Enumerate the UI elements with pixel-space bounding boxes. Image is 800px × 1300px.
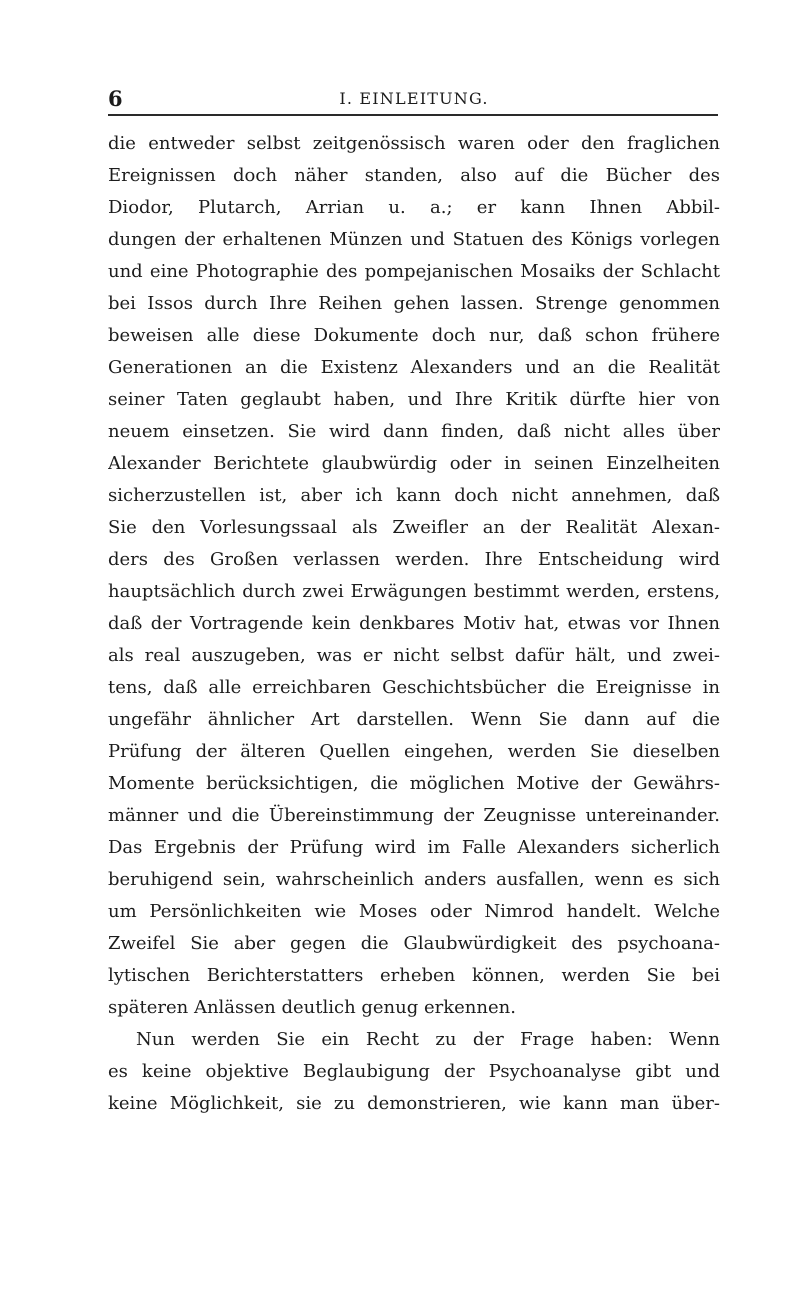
text-line: seiner Taten geglaubt haben, und Ihre Kritik dürfte hier von <box>108 389 720 410</box>
text-line: späteren Anlässen deutlich genug erkennen. <box>108 997 516 1018</box>
text-line: Prüfung der älteren Quellen eingehen, werden Sie dieselben <box>108 741 720 762</box>
text-line: ders des Großen verlassen werden. Ihre Entscheidung wird <box>108 549 720 570</box>
text-line: Zweifel Sie aber gegen die Glaubwürdigkeit des psychoana- <box>108 933 720 954</box>
text-line: Diodor, Plutarch, Arrian u. a.; er kann Ihnen Abbil- <box>108 197 720 218</box>
text-line: lytischen Berichterstatters erheben können, werden Sie bei <box>108 965 720 986</box>
text-line: als real auszugeben, was er nicht selbst dafür hält, und zwei- <box>108 645 720 666</box>
running-head: I. EINLEITUNG. <box>339 89 489 108</box>
text-line: keine Möglichkeit, sie zu demonstrieren, wie kann man über- <box>108 1093 720 1114</box>
header-rule <box>108 114 718 116</box>
text-line: sicherzustellen ist, aber ich kann doch nicht annehmen, daß <box>108 485 720 506</box>
text-line: und eine Photographie des pompejanischen Mosaiks der Schlacht <box>108 261 720 282</box>
text-line: Ereignissen doch näher standen, also auf die Bücher des <box>108 165 720 186</box>
text-line: dungen der erhaltenen Münzen und Statuen des Königs vorlegen <box>108 229 720 250</box>
text-line: Alexander Berichtete glaubwürdig oder in seinen Einzelheiten <box>108 453 720 474</box>
text-line: Das Ergebnis der Prüfung wird im Falle Alexanders sicherlich <box>108 837 720 858</box>
text-line: ungefähr ähnlicher Art darstellen. Wenn Sie dann auf die <box>108 709 720 730</box>
text-line: es keine objektive Beglaubigung der Psychoanalyse gibt und <box>108 1061 720 1082</box>
text-line: hauptsächlich durch zwei Erwägungen bestimmt werden, erstens, <box>108 581 720 602</box>
body-text <box>108 128 720 1168</box>
text-line: Momente berücksichtigen, die möglichen Motive der Gewährs- <box>108 773 720 794</box>
page-number: 6 <box>108 86 124 111</box>
text-line: männer und die Übereinstimmung der Zeugnisse untereinander. <box>108 805 720 826</box>
text-line: Sie den Vorlesungssaal als Zweifler an der Realität Alexan- <box>108 517 720 538</box>
text-line: beruhigend sein, wahrscheinlich anders ausfallen, wenn es sich <box>108 869 720 890</box>
text-line: tens, daß alle erreichbaren Geschichtsbücher die Ereignisse in <box>108 677 720 698</box>
text-line: Nun werden Sie ein Recht zu der Frage haben: Wenn <box>136 1029 720 1050</box>
text-line: bei Issos durch Ihre Reihen gehen lassen. Strenge genommen <box>108 293 720 314</box>
text-line: die entweder selbst zeitgenössisch waren oder den fraglichen <box>108 133 720 154</box>
text-line: um Persönlichkeiten wie Moses oder Nimrod handelt. Welche <box>108 901 720 922</box>
page-header <box>108 86 720 116</box>
text-line: daß der Vortragende kein denkbares Motiv hat, etwas vor Ihnen <box>108 613 720 634</box>
text-line: neuem einsetzen. Sie wird dann finden, daß nicht alles über <box>108 421 720 442</box>
text-line: beweisen alle diese Dokumente doch nur, daß schon frühere <box>108 325 720 346</box>
text-line: Generationen an die Existenz Alexanders und an die Realität <box>108 357 720 378</box>
